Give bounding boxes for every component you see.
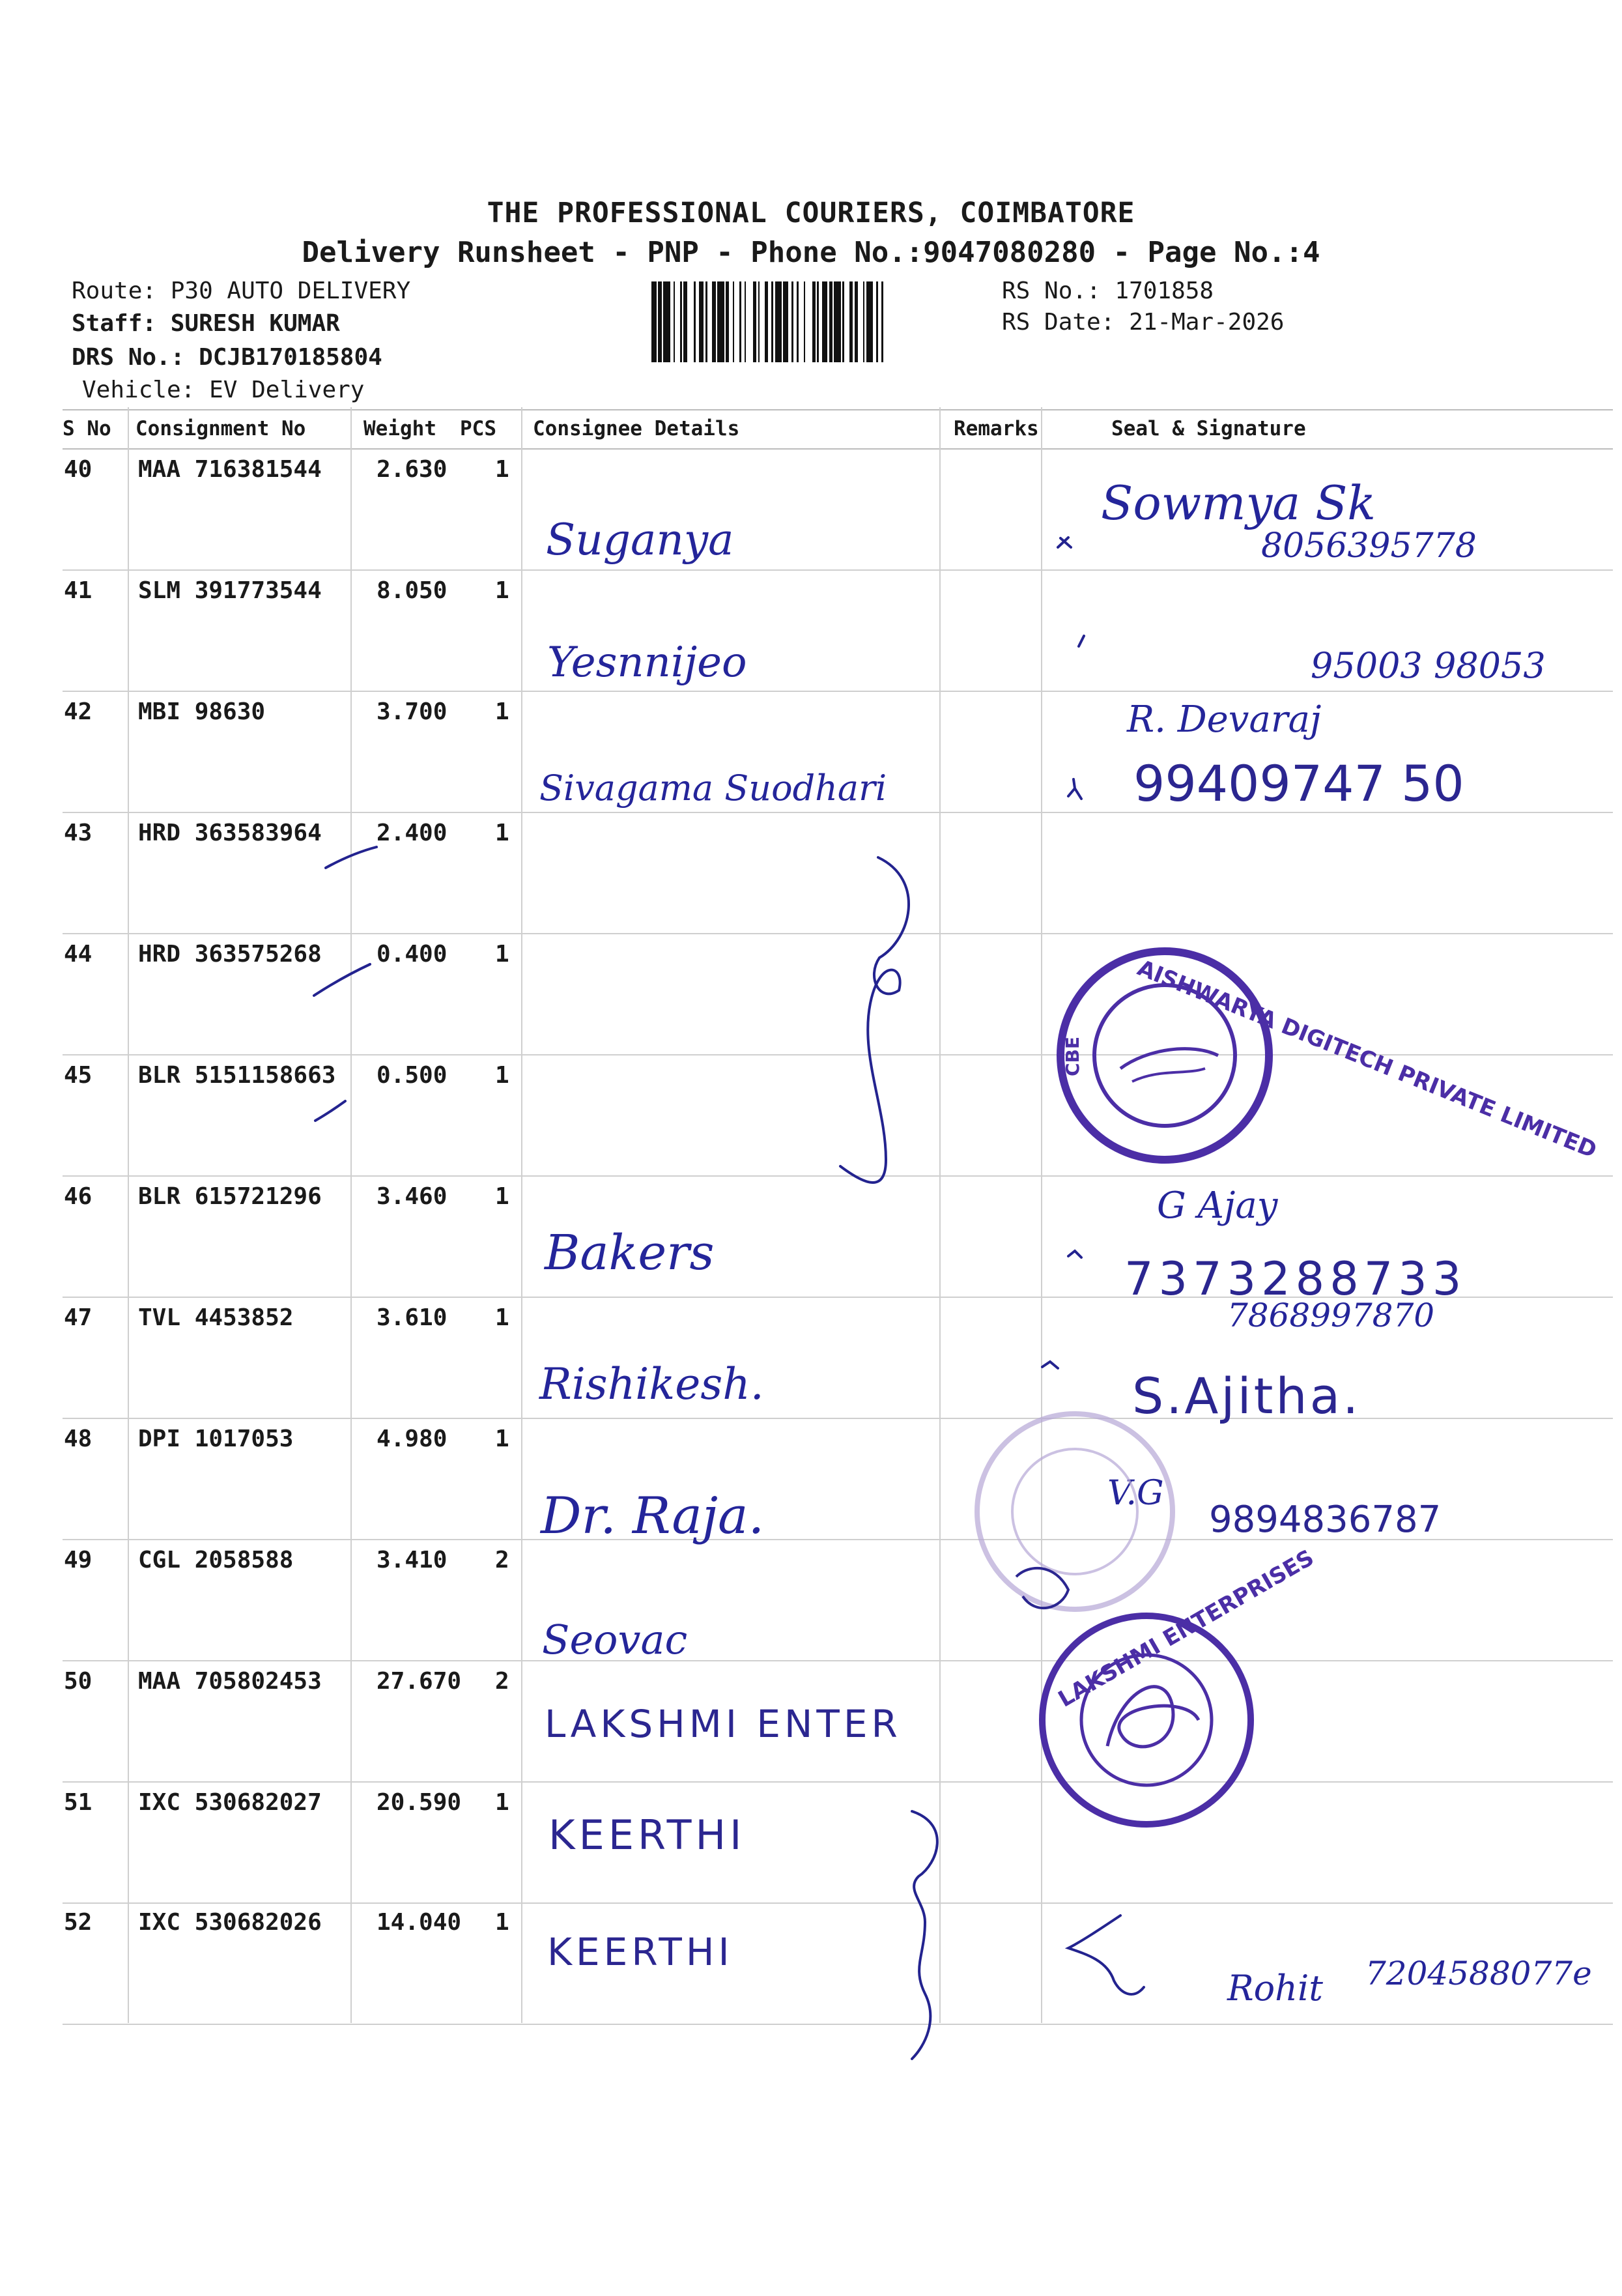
row-consignment: HRD 363575268	[138, 941, 322, 968]
row-pcs: 1	[495, 698, 509, 725]
row-weight: 3.700	[377, 698, 448, 725]
row-sno: 40	[64, 456, 92, 483]
row-consignment: TVL 4453852	[138, 1304, 294, 1331]
row-consignment: MAA 716381544	[138, 456, 322, 483]
signature-phone: 7868997870	[1227, 1297, 1435, 1334]
row-sno: 42	[64, 698, 92, 725]
row-weight: 3.610	[377, 1304, 448, 1331]
col-header-consignee: Consignee Details	[533, 417, 740, 440]
route-label: Route: P30 AUTO DELIVERY	[72, 278, 411, 304]
row-pcs: 1	[495, 820, 509, 846]
signature-stroke	[1068, 1916, 1144, 1994]
tick-mark	[1042, 1362, 1058, 1368]
handwritten-consignee: Rishikesh.	[539, 1359, 764, 1409]
row-consignment: BLR 5151158663	[138, 1062, 336, 1089]
row-consignment: IXC 530682026	[138, 1909, 322, 1936]
row-pcs: 1	[495, 1183, 509, 1210]
row-sno: 44	[64, 941, 92, 968]
row-pcs: 2	[495, 1668, 509, 1695]
row-consignment: HRD 363583964	[138, 820, 322, 846]
stamp-text-lakshmi: LAKSHMI ENTERPRISES	[1053, 1544, 1318, 1713]
signature-phone: 9894836787	[1209, 1499, 1442, 1541]
row-consignment: CGL 2058588	[138, 1547, 294, 1573]
rs-number: RS No.: 1701858	[1002, 278, 1214, 304]
row-sno: 41	[64, 577, 92, 604]
row-sno: 50	[64, 1668, 92, 1695]
row-pcs: 1	[495, 1304, 509, 1331]
col-header-sno: S No	[63, 417, 111, 440]
drs-label: DRS No.: DCJB170185804	[72, 344, 382, 371]
company-title: THE PROFESSIONAL COURIERS, COIMBATORE	[487, 197, 1135, 229]
row-sno: 52	[64, 1909, 92, 1936]
faded-stamp	[977, 1414, 1173, 1609]
row-consignment: SLM 391773544	[138, 577, 322, 604]
signature: G Ajay	[1157, 1184, 1278, 1227]
row-weight: 27.670	[377, 1668, 462, 1695]
row-consignment: MAA 705802453	[138, 1668, 322, 1695]
row-weight: 0.500	[377, 1062, 448, 1089]
row-pcs: 1	[495, 1062, 509, 1089]
row-weight: 0.400	[377, 941, 448, 968]
vehicle-label: Vehicle: EV Delivery	[82, 377, 365, 403]
row-consignment: IXC 530682027	[138, 1789, 322, 1816]
tick-mark	[1068, 1251, 1081, 1257]
brace-mark	[840, 857, 909, 1183]
row-sno: 48	[64, 1426, 92, 1452]
handwritten-consignee: Dr. Raja.	[541, 1487, 765, 1545]
signature-phone: 7204588077e	[1365, 1955, 1592, 1992]
staff-label: Staff: SURESH KUMAR	[72, 310, 340, 337]
row-consignment: BLR 615721296	[138, 1183, 322, 1210]
row-pcs: 1	[495, 941, 509, 968]
signature-phone: 95003 98053	[1311, 645, 1546, 686]
row-weight: 14.040	[377, 1909, 462, 1936]
signature: Sowmya Sk	[1101, 476, 1376, 530]
col-header-pcs: PCS	[460, 417, 496, 440]
row-sno: 43	[64, 820, 92, 846]
brace-mark	[912, 1811, 937, 2059]
col-header-remarks: Remarks	[954, 417, 1039, 440]
row-pcs: 1	[495, 1909, 509, 1936]
tick-mark	[1068, 779, 1081, 799]
row-weight: 8.050	[377, 577, 448, 604]
handwritten-consignee: Yesnnijeo	[547, 639, 747, 687]
row-consignment: DPI 1017053	[138, 1426, 294, 1452]
tick-mark	[314, 964, 370, 996]
handwritten-consignee: Seovac	[542, 1616, 688, 1663]
row-sno: 45	[64, 1062, 92, 1089]
handwritten-consignee: Suganya	[546, 515, 734, 565]
row-sno: 47	[64, 1304, 92, 1331]
row-pcs: 1	[495, 1426, 509, 1452]
stamp-text-aishwarya: AISHWARYA DIGITECH PRIVATE LIMITED	[1133, 954, 1601, 1164]
row-sno: 46	[64, 1183, 92, 1210]
row-pcs: 2	[495, 1547, 509, 1573]
handwritten-consignee: KEERTHI	[547, 1930, 733, 1974]
rs-date: RS Date: 21-Mar-2026	[1002, 309, 1285, 336]
handwritten-consignee: Sivagama Suodhari	[539, 768, 887, 809]
row-pcs: 1	[495, 577, 509, 604]
signature: R. Devaraj	[1127, 698, 1322, 741]
handwritten-consignee: Bakers	[545, 1225, 715, 1281]
signature: V.G	[1107, 1474, 1164, 1513]
tick-mark	[315, 1101, 345, 1121]
signature-phone: 7373288733	[1124, 1252, 1467, 1306]
col-header-consignment: Consignment No	[135, 417, 306, 440]
row-pcs: 1	[495, 456, 509, 483]
signature-phone: 8056395778	[1261, 526, 1477, 566]
tick-mark	[1079, 636, 1084, 646]
handwritten-consignee: KEERTHI	[548, 1811, 746, 1859]
stamp-text-cbe: CBE	[1062, 1036, 1083, 1076]
signature-phone: 99409747 50	[1133, 754, 1464, 812]
signature: S.Ajitha.	[1132, 1367, 1361, 1425]
row-sno: 49	[64, 1547, 92, 1573]
signature: Rohit	[1227, 1968, 1323, 2009]
row-weight: 20.590	[377, 1789, 462, 1816]
row-weight: 4.980	[377, 1426, 448, 1452]
runsheet-subtitle: Delivery Runsheet - PNP - Phone No.:9047080280 - Page No.:4	[302, 236, 1320, 269]
row-sno: 51	[64, 1789, 92, 1816]
col-header-weight: Weight	[363, 417, 436, 440]
tick-mark	[1058, 538, 1071, 547]
row-pcs: 1	[495, 1789, 509, 1816]
row-consignment: MBI 98630	[138, 698, 266, 725]
row-weight: 2.630	[377, 456, 448, 483]
row-weight: 3.460	[377, 1183, 448, 1210]
tick-mark	[326, 847, 377, 868]
row-weight: 3.410	[377, 1547, 448, 1573]
handwritten-consignee: LAKSHMI ENTER	[545, 1702, 902, 1746]
row-weight: 2.400	[377, 820, 448, 846]
col-header-seal: Seal & Signature	[1111, 417, 1306, 440]
